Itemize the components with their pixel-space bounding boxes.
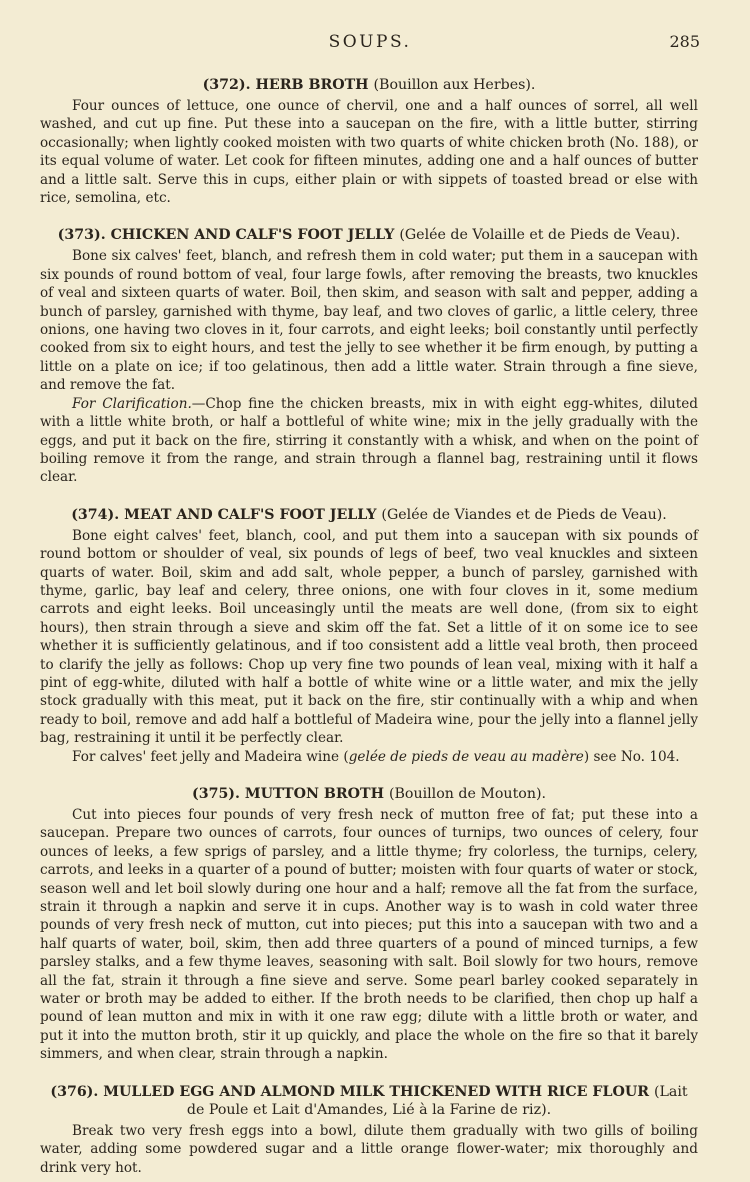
recipe-paragraph: Bone eight calves' feet, blanch, cool, and put them into a saucepan with six pounds of round bottom or shoulder of veal, six pounds of legs of beef, two veal knuckles and sixteen quarts of water. Boil, skim and add salt, whole pepper, a bunch of parsley, garnished with thyme, garlic, bay leaf and celery, three onions, one with four cloves in it, some medium carrots and eight leeks. Boil unceasingly until the meats are well done, (from six to eight hours), then strain through a sieve and skim off the fat. Set a little of it on some ice to see whether it is sufficiently gelatinous, and if too consistent add a little veal broth, then proceed to clarify the jelly as follows: Chop up very fine two pounds of lean veal, mixing with it half a pint of egg-white, diluted with half a bottle of white wine or a little water, and mix the jelly stock gradually with this meat, put it back on the fire, stir continually with a whip and when ready to boil, remove and add half a bottleful of Madeira wine, pour the jelly into a flannel jelly bag, restraining it until it be perfectly clear. [40,527,698,747]
recipe-heading [40,506,698,524]
recipe-372 [40,76,698,207]
recipe-376 [40,1083,698,1177]
recipe-number: (373). [57,227,106,244]
recipe-paragraph: Break two very fresh eggs into a bowl, dilute them gradually with two gills of boiling water, adding some powdered sugar and a little orange flower-water; mix thoroughly and drink very hot. [40,1122,698,1176]
recipe-title: CHICKEN AND CALF'S FOOT JELLY [110,227,395,244]
recipe-title: MULLED EGG AND ALMOND MILK THICKENED WITH RICE FLOUR [103,1083,650,1100]
recipe-french-title: (Bouillon de Mouton). [388,786,546,802]
recipe-title: MEAT AND CALF'S FOOT JELLY [124,506,377,523]
recipe-heading [40,785,698,803]
recipe-374 [40,506,698,766]
recipe-heading [40,76,698,94]
recipe-375 [40,785,698,1064]
recipe-title: MUTTON BROTH [244,786,384,802]
recipe-number: (376). [50,1083,99,1100]
recipe-french-title: (Gelée de Volaille et de Pieds de Veau). [399,227,681,244]
page-number: 285 [669,32,700,51]
running-title: SOUPS. [328,32,412,52]
recipe-heading [40,1083,698,1119]
recipe-number: (372). [202,77,251,93]
note-french-italic: gelée de pieds de veau au madère [348,748,584,765]
recipe-paragraph: Bone six calves' feet, blanch, and refresh them in cold water; put them in a saucepan with six pounds of round bottom of veal, four large fowls, after removing the breasts, two knuckles of veal and sixteen quarts of water. Boil, then skim, and season with salt and pepper, adding a bunch of parsley, garnished with thyme, bay leaf, and two cloves of garlic, a little celery, three onions, one having two cloves in it, four carrots, and eight leeks; boil constantly until perfectly cooked from six to eight hours, and test the jelly to see whether it be firm enough, by putting a little on a plate on ice; if too gelatinous, then add a little water. Strain through a fine sieve, and remove the fat. [40,248,698,394]
recipe-french-title: (Gelée de Viandes et de Pieds de Veau). [381,506,667,523]
recipe-paragraph: Four ounces of lettuce, one ounce of chervil, one and a half ounces of sorrel, all well washed, and cut up fine. Put these into a saucepan on the fire, with a little butter, stirring occasionally; when lightly cooked moisten with two quarts of white chicken broth (No. 188), or its equal volume of water. Let cook for fifteen minutes, adding one and a half ounces of butter and a little salt. Serve this in cups, either plain or with sippets of toasted bread or else with rice, semolina, etc. [40,98,698,207]
recipe-number: (374). [71,506,120,523]
page-content [40,76,698,1177]
recipe-french-title: (Bouillon aux Herbes). [373,77,536,93]
note-suffix: ) see No. 104. [583,748,680,765]
recipe-french-title: (Lait de Poule et Lait d'Amandes, Lié à la Farine de riz). [186,1083,688,1118]
recipe-heading [40,226,698,244]
clarification-paragraph [40,395,698,487]
note-prefix: For calves' feet jelly and Madeira wine ( [72,748,349,765]
cross-reference-note [40,748,698,766]
recipe-title: HERB BROTH [255,77,369,93]
clarification-label: For Clarification. [72,395,192,412]
clarification-text: —Chop fine the chicken breasts, mix in with eight egg-whites, diluted with a little white broth, or half a bottleful of white wine; mix in the jelly gradually with the eggs, and put it back on the fire, stirring it constantly with a whisk, and when on the point of boiling remove it from the range, and strain through a flannel bag, restraining until it flows clear. [40,395,698,486]
recipe-373 [40,226,698,486]
recipe-paragraph: Cut into pieces four pounds of very fresh neck of mutton free of fat; put these into a saucepan. Prepare two ounces of carrots, four ounces of turnips, two ounces of celery, four ounces of leeks, a few sprigs of parsley, and a little thyme; fry colorless, the turnips, celery, carrots, and leeks in a quarter of a pound of butter; moisten with four quarts of water or stock, season well and let boil slowly during one hour and a half; remove all the fat from the surface, strain it through a napkin and serve it in cups. Another way is to wash in cold water three pounds of very fresh neck of mutton, cut into pieces; put this into a saucepan with two and a half quarts of water, boil, skim, then add three quarters of a pound of minced turnips, a few parsley stalks, and a few thyme leaves, seasoning with salt. Boil slowly for two hours, remove all the fat, strain it through a fine sieve and serve. Some pearl barley cooked separately in water or broth may be added to either. If the broth needs to be clarified, then chop up half a pound of lean mutton and mix in with it one raw egg; dilute with a little broth or water, and put it into the mutton broth, stir it up quickly, and place the whole on the fire so that it barely simmers, and when clear, strain through a napkin. [40,807,698,1063]
recipe-number: (375). [191,786,240,802]
running-head [40,32,700,54]
